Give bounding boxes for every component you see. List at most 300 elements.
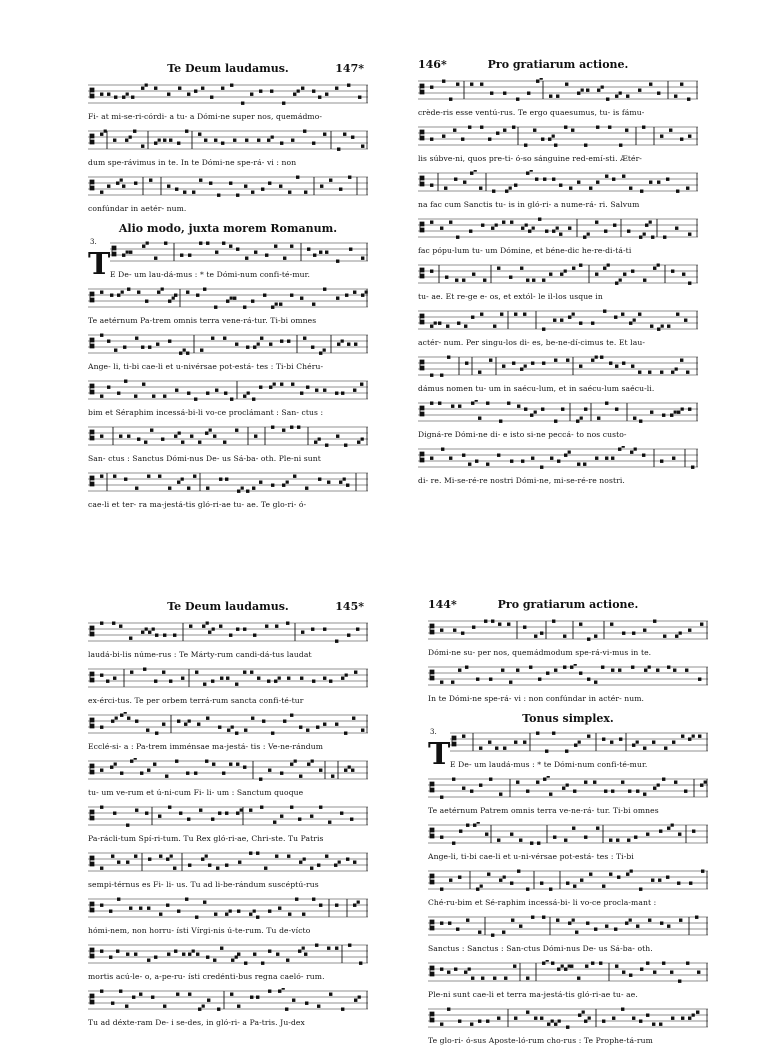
staff-drawing	[88, 332, 368, 358]
neume	[268, 910, 271, 913]
music-staff	[450, 730, 708, 756]
neume	[329, 993, 332, 996]
neume	[534, 1017, 537, 1020]
neume	[488, 138, 491, 141]
neume	[584, 1020, 587, 1023]
neume	[199, 179, 202, 182]
neume	[497, 1017, 500, 1020]
neume	[652, 741, 655, 744]
neume	[438, 322, 441, 325]
neume	[353, 389, 356, 392]
neume	[499, 793, 502, 796]
neume	[630, 451, 633, 454]
neume	[206, 242, 209, 245]
neume	[135, 337, 138, 340]
neume	[230, 993, 233, 996]
neume	[117, 392, 120, 395]
neume	[550, 457, 553, 460]
neume	[440, 1023, 443, 1026]
page-title: Pro gratiarum actione.	[497, 598, 639, 611]
neume	[269, 386, 272, 389]
neume	[156, 343, 159, 346]
staff-drawing	[418, 354, 698, 380]
neume	[538, 678, 541, 681]
staff-drawing	[418, 262, 698, 288]
neume	[644, 669, 647, 672]
neume	[662, 778, 665, 781]
neume	[516, 781, 519, 784]
neume	[198, 133, 201, 136]
staff-drawing	[418, 124, 698, 150]
neume	[262, 720, 265, 723]
neume	[580, 879, 583, 882]
neume	[619, 279, 622, 282]
neume	[135, 487, 138, 490]
lyric-line: lis súbve-ni, quos pre-ti- ó-so sánguine red-emí-sti. Ætér-	[418, 154, 642, 163]
neume	[226, 300, 229, 303]
neume	[293, 93, 296, 96]
neume	[310, 815, 313, 818]
neume	[531, 457, 534, 460]
neume	[345, 294, 348, 297]
neume	[347, 634, 350, 637]
neume	[524, 365, 527, 368]
neume	[489, 359, 492, 362]
neume	[353, 291, 356, 294]
neume	[182, 953, 185, 956]
neume	[345, 674, 348, 677]
clef-icon	[430, 670, 434, 680]
neume	[538, 218, 541, 221]
neume	[173, 867, 176, 870]
staff-drawing	[428, 914, 708, 940]
neume	[286, 481, 289, 484]
neume	[185, 898, 188, 901]
neume	[212, 628, 215, 631]
neume	[206, 956, 209, 959]
neume	[177, 142, 180, 145]
neume	[557, 460, 560, 463]
neume	[657, 328, 660, 331]
neume	[286, 622, 289, 625]
neume	[225, 478, 228, 481]
neume	[430, 457, 433, 460]
lyric-line: actér- num. Per singu-los di- es, be-ne-dí-cimus te. Et lau-	[418, 338, 645, 347]
neume	[509, 187, 512, 190]
music-staff	[418, 170, 698, 196]
neume	[338, 861, 341, 864]
music-staff	[428, 868, 708, 894]
neume	[478, 371, 481, 374]
lyric-line: Dómi-ne su- per nos, quemádmodum spe-rá-vi-mus in te.	[428, 648, 652, 657]
neume	[312, 898, 315, 901]
lyric-line: tu- ae. Et re-ge e- os, et extól- le il-los usque in	[418, 292, 603, 301]
neume	[573, 790, 576, 793]
neume	[335, 640, 338, 643]
neume	[697, 971, 700, 974]
neume	[140, 772, 143, 775]
neume	[497, 839, 500, 842]
neume	[440, 374, 443, 377]
neume	[695, 916, 698, 919]
neume	[476, 678, 479, 681]
neume	[194, 772, 197, 775]
neume	[310, 867, 313, 870]
neume	[211, 680, 214, 683]
neume	[157, 291, 160, 294]
neume	[680, 359, 683, 362]
music-staff	[428, 618, 708, 644]
neume	[614, 316, 617, 319]
chant-opening	[88, 240, 368, 282]
neume	[325, 93, 328, 96]
neume	[237, 1005, 240, 1008]
neume	[147, 959, 150, 962]
neume	[323, 133, 326, 136]
neume	[119, 435, 122, 438]
neume	[177, 910, 180, 913]
neume	[615, 282, 618, 285]
neume	[296, 176, 299, 179]
neume	[246, 490, 249, 493]
neume	[491, 227, 494, 230]
neume	[462, 279, 465, 282]
neume	[440, 227, 443, 230]
neume	[243, 628, 246, 631]
neume	[556, 95, 559, 98]
neume	[629, 187, 632, 190]
neume	[335, 392, 338, 395]
neume	[583, 236, 586, 239]
neume	[552, 178, 555, 181]
neume	[543, 778, 546, 781]
neume	[661, 325, 664, 328]
lyric-line: fac pópu-lum tu- um Dómine, et béne-dic he-re-di-tá-ti	[418, 246, 632, 255]
neume	[649, 221, 652, 224]
neume	[680, 138, 683, 141]
neume	[568, 922, 571, 925]
neume	[100, 291, 103, 294]
neume	[275, 855, 278, 858]
neume	[319, 806, 322, 809]
neume	[576, 420, 579, 423]
neume	[100, 726, 103, 729]
neume	[458, 1020, 461, 1023]
neume	[202, 1005, 205, 1008]
music-staff	[428, 664, 708, 690]
neume	[687, 98, 690, 101]
neume	[259, 90, 262, 93]
neume	[218, 726, 221, 729]
neume	[253, 910, 256, 913]
neume	[256, 996, 259, 999]
neume	[139, 907, 142, 910]
neume	[572, 267, 575, 270]
neume	[107, 185, 110, 188]
neume	[631, 270, 634, 273]
neume	[100, 475, 103, 478]
neume	[282, 429, 285, 432]
lyric-line: Ange-li, ti-bi cae-li et u-ni-vérsae pot-está- tes : Ti-bi	[428, 852, 634, 861]
neume	[520, 267, 523, 270]
initial-letter: T	[88, 247, 111, 282]
neume	[461, 632, 464, 635]
staff-drawing	[428, 1006, 708, 1032]
neume	[650, 325, 653, 328]
neume	[126, 861, 129, 864]
lyric-line: di- re. Mi-se-ré-re nostri Dómi-ne, mi-se-ré-re nostri.	[418, 476, 625, 485]
music-staff	[428, 914, 708, 940]
neume	[480, 313, 483, 316]
neume	[688, 1017, 691, 1020]
neume	[301, 87, 304, 90]
page-number: 145*	[335, 600, 364, 613]
neume	[657, 181, 660, 184]
neume	[126, 824, 129, 827]
lyric-line: Ecclé-si- a : Pa-trem imménsae ma-jestá- tis : Ve-ne-rándum	[88, 742, 324, 751]
neume	[288, 191, 291, 194]
neume	[147, 907, 150, 910]
neume	[675, 227, 678, 230]
neume	[622, 362, 625, 365]
neume	[464, 971, 467, 974]
neume	[516, 669, 519, 672]
neume	[566, 784, 569, 787]
neume	[552, 620, 555, 623]
neume	[430, 270, 433, 273]
neume	[188, 254, 191, 257]
neume	[318, 478, 321, 481]
neume	[502, 221, 505, 224]
neume	[475, 460, 478, 463]
neume	[151, 996, 154, 999]
neume	[233, 297, 236, 300]
neume	[279, 303, 282, 306]
neume	[499, 879, 502, 882]
neume	[558, 1020, 561, 1023]
music-staff	[418, 308, 698, 334]
neume	[545, 230, 548, 233]
neume	[653, 620, 656, 623]
neume	[561, 965, 564, 968]
neume	[692, 1014, 695, 1017]
neume	[145, 628, 148, 631]
neume	[353, 861, 356, 864]
music-staff	[88, 896, 368, 922]
neume	[219, 625, 222, 628]
neume	[640, 968, 643, 971]
neume	[244, 185, 247, 188]
neume	[211, 818, 214, 821]
clef-icon	[452, 736, 456, 746]
neume	[114, 763, 117, 766]
clef-icon	[420, 360, 424, 370]
neume	[216, 867, 219, 870]
neume	[526, 790, 529, 793]
neume	[194, 398, 197, 401]
neume	[535, 178, 538, 181]
neume	[145, 812, 148, 815]
neume	[579, 365, 582, 368]
neume	[470, 83, 473, 86]
neume	[560, 273, 563, 276]
neume	[361, 294, 364, 297]
neume	[294, 760, 297, 763]
neume	[547, 1023, 550, 1026]
neume	[666, 876, 669, 879]
neume	[205, 760, 208, 763]
lyric-line: tu- um ve-rum et ú-ni-cum Fi- li- um : Sanctum quoque	[88, 788, 304, 797]
neume	[299, 775, 302, 778]
neume	[575, 931, 578, 934]
neume	[507, 623, 510, 626]
neume	[671, 1017, 674, 1020]
neume	[459, 830, 462, 833]
neume	[256, 916, 259, 919]
neume	[520, 368, 523, 371]
neume	[148, 631, 151, 634]
neume	[676, 313, 679, 316]
neume	[698, 735, 701, 738]
neume	[104, 130, 107, 133]
neume	[273, 383, 276, 386]
neume	[135, 809, 138, 812]
neume	[639, 888, 642, 891]
neume	[634, 836, 637, 839]
neume	[563, 666, 566, 669]
neume	[213, 959, 216, 962]
neume	[542, 362, 545, 365]
neume	[700, 784, 703, 787]
neume	[457, 322, 460, 325]
neume	[638, 89, 641, 92]
neume	[569, 187, 572, 190]
neume	[528, 230, 531, 233]
neume	[681, 1017, 684, 1020]
neume	[230, 297, 233, 300]
neume	[662, 414, 665, 417]
neume	[581, 89, 584, 92]
neume	[311, 628, 314, 631]
neume	[627, 230, 630, 233]
neume	[106, 680, 109, 683]
neume	[260, 337, 263, 340]
neume	[305, 1002, 308, 1005]
neume	[636, 925, 639, 928]
neume	[215, 389, 218, 392]
neume	[344, 769, 347, 772]
staff-drawing	[88, 712, 368, 738]
neume	[514, 184, 517, 187]
neume	[640, 190, 643, 193]
neume	[591, 962, 594, 965]
neume	[187, 487, 190, 490]
neume	[622, 446, 625, 448]
neume	[471, 977, 474, 980]
neume	[243, 306, 246, 309]
neume	[253, 953, 256, 956]
neume	[659, 1023, 662, 1026]
neume	[260, 806, 263, 809]
neume	[127, 435, 130, 438]
neume	[291, 139, 294, 142]
neume	[612, 1017, 615, 1020]
neume	[290, 426, 293, 429]
clef-icon	[90, 384, 94, 394]
staff-drawing	[418, 216, 698, 242]
neume	[430, 402, 433, 405]
neume	[529, 666, 532, 669]
music-staff	[88, 424, 368, 450]
neume	[554, 359, 557, 362]
neume	[219, 478, 222, 481]
neume	[691, 466, 694, 469]
neume	[657, 264, 660, 267]
clef-icon	[420, 406, 424, 416]
neume	[110, 294, 113, 297]
neume	[303, 337, 306, 340]
neume	[596, 126, 599, 129]
neume	[653, 267, 656, 270]
neume	[298, 818, 301, 821]
neume	[545, 750, 548, 753]
neume	[533, 129, 536, 132]
neume	[230, 84, 233, 87]
neume	[150, 429, 153, 432]
neume	[220, 677, 223, 680]
neume	[275, 625, 278, 628]
neume	[186, 291, 189, 294]
page-145	[88, 600, 368, 1030]
neume	[577, 463, 580, 466]
neume	[202, 625, 205, 628]
neume	[236, 248, 239, 251]
neume	[453, 129, 456, 132]
neume	[231, 726, 234, 729]
neume	[492, 190, 495, 193]
neume	[458, 876, 461, 879]
neume	[577, 181, 580, 184]
lyric-line: E De- um lau-dá-mus : * te Dómi-num confi-té-mur.	[110, 270, 311, 279]
neume	[245, 139, 248, 142]
neume	[646, 1014, 649, 1017]
neume	[198, 1008, 201, 1011]
neume	[579, 623, 582, 626]
neume	[341, 392, 344, 395]
neume	[553, 319, 556, 322]
neume	[285, 1008, 288, 1011]
neume	[604, 790, 607, 793]
mode-number: 3.	[430, 728, 437, 736]
neume	[344, 732, 347, 735]
neume	[477, 822, 480, 824]
neume	[523, 313, 526, 316]
neume	[251, 300, 254, 303]
neume	[361, 257, 364, 260]
clef-icon	[420, 176, 424, 186]
neume	[325, 855, 328, 858]
neume	[475, 400, 478, 402]
neume	[142, 245, 145, 248]
neume	[317, 864, 320, 867]
neume	[530, 414, 533, 417]
neume	[526, 172, 529, 175]
neume	[280, 772, 283, 775]
neume	[605, 457, 608, 460]
neume	[178, 432, 181, 435]
neume	[701, 870, 704, 873]
neume	[205, 855, 208, 858]
